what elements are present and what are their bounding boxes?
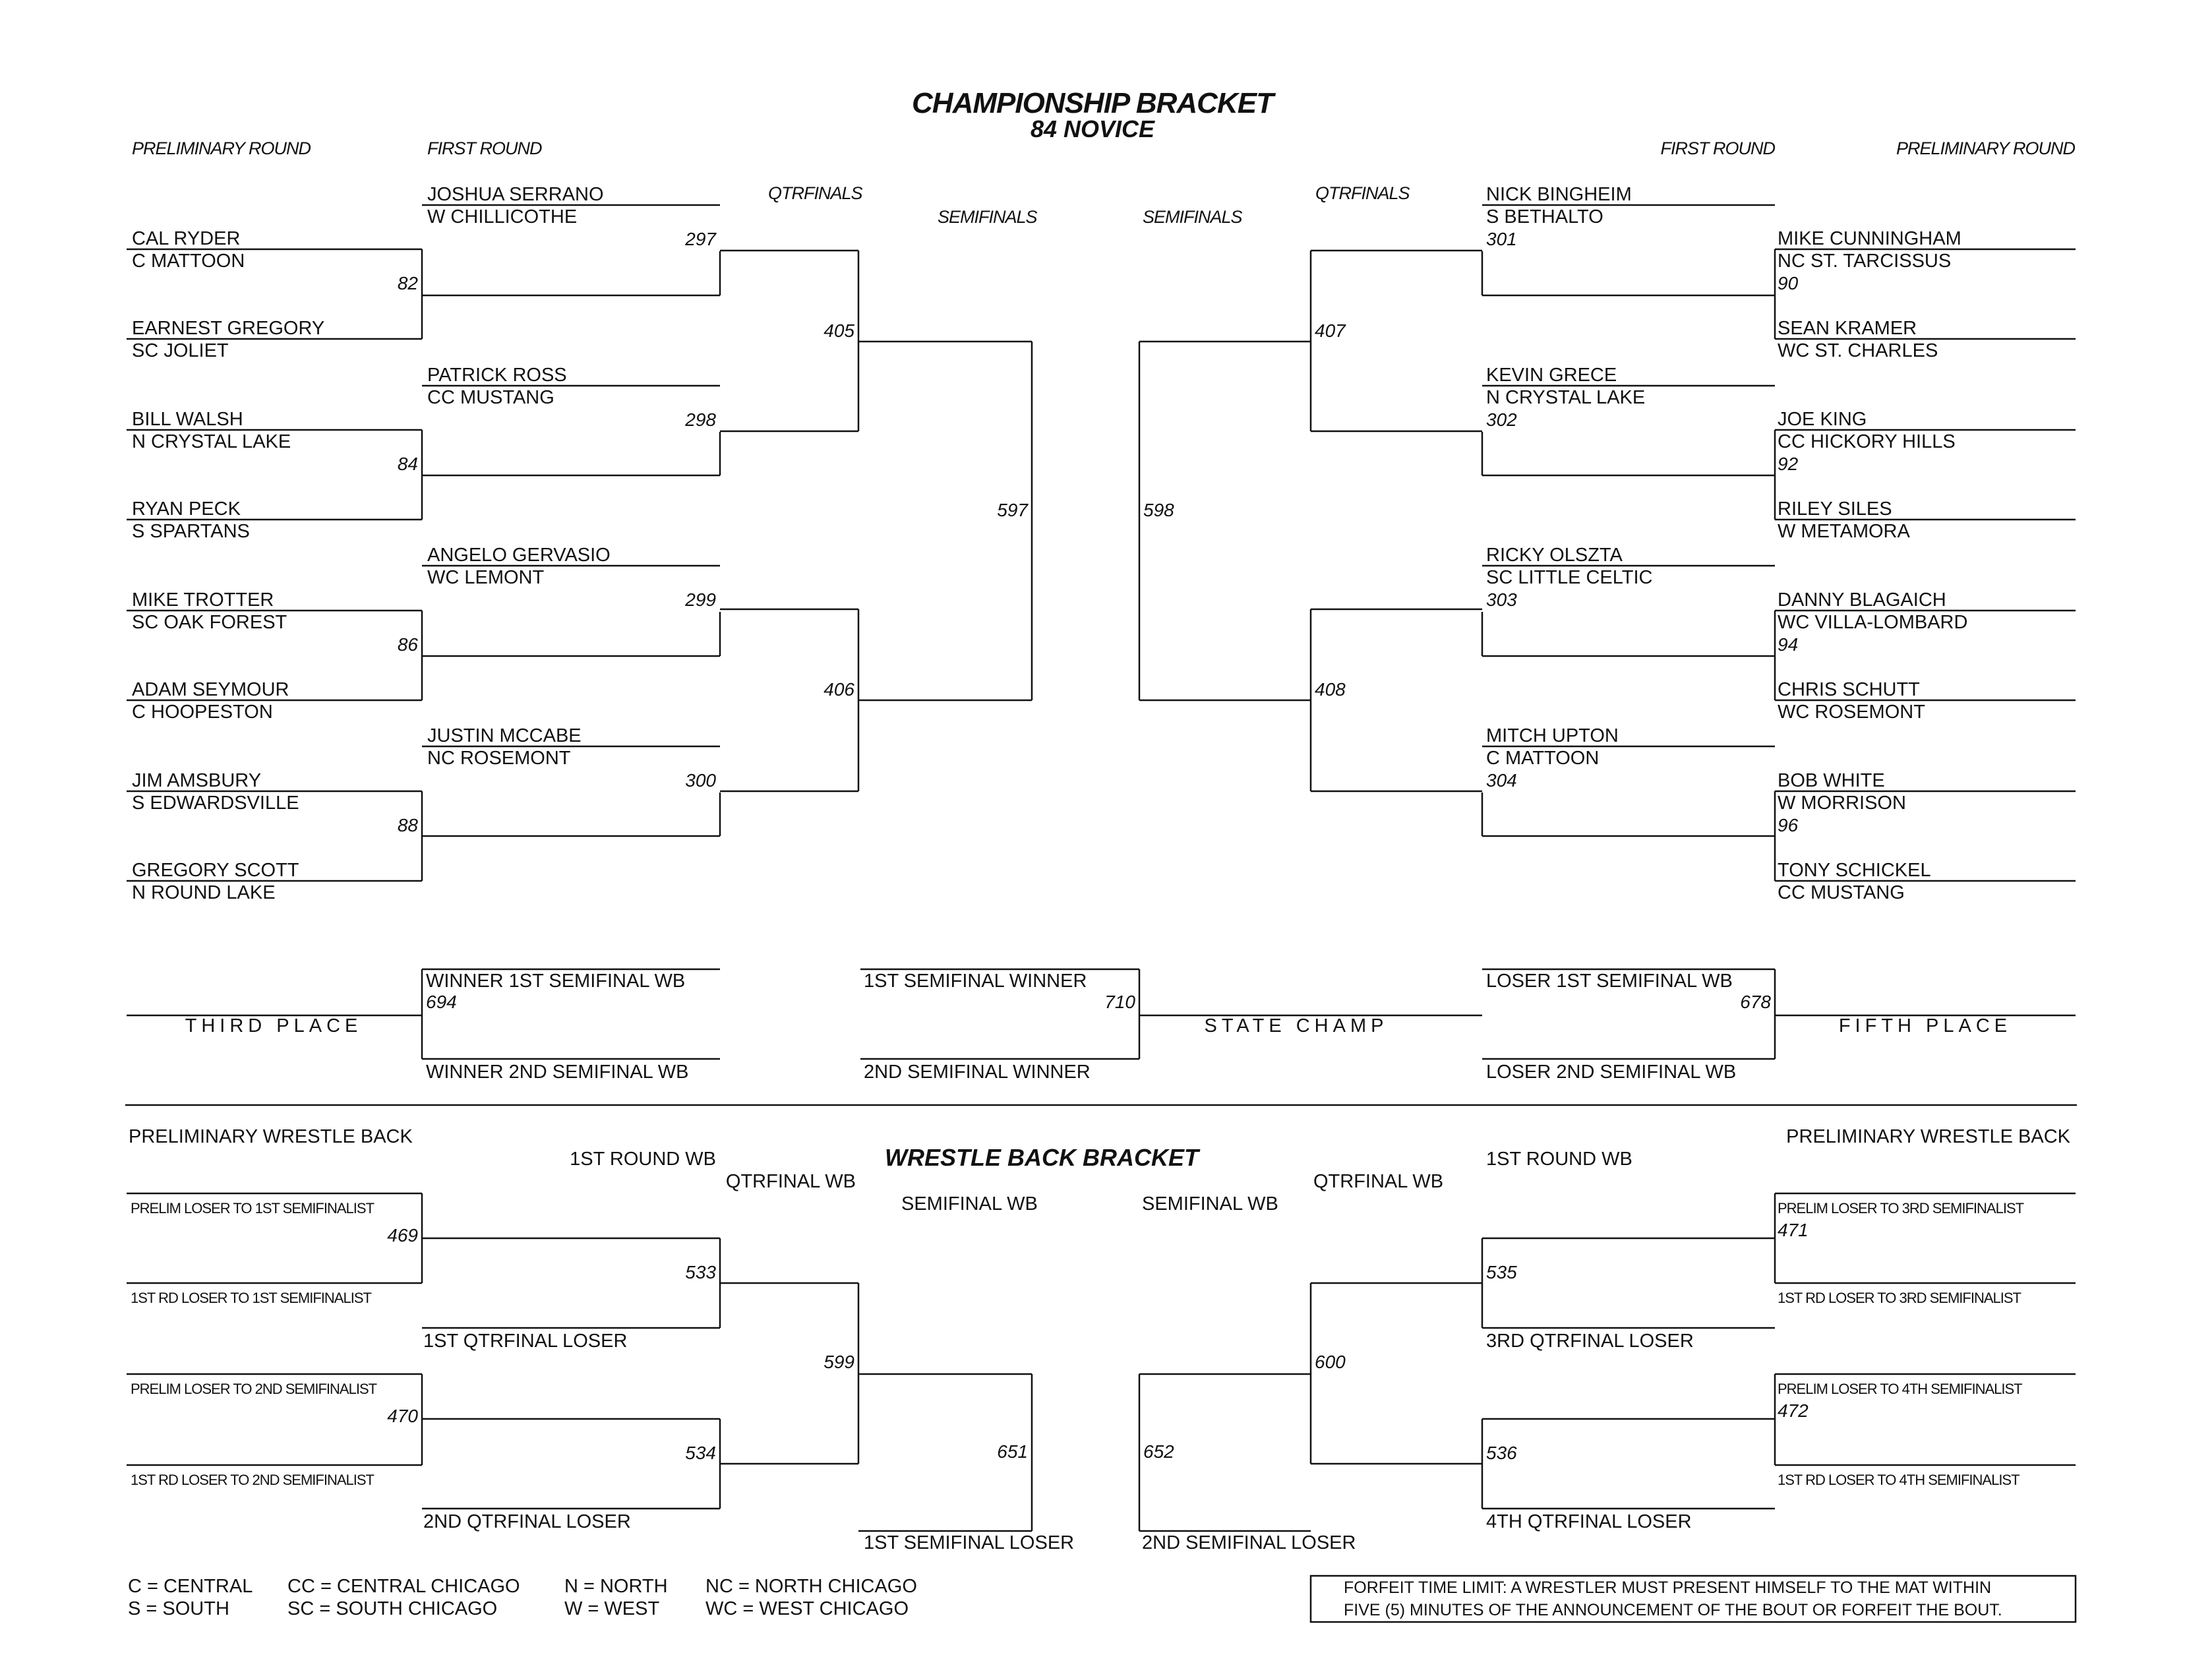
- bout-number: 599: [823, 1352, 854, 1372]
- first-round-wrestler-school-left: NC ROSEMONT: [427, 748, 571, 769]
- bout-number: 469: [387, 1225, 418, 1245]
- wb-prelim-label: 1ST RD LOSER TO 4TH SEMIFINALIST: [1778, 1472, 2020, 1488]
- bout-number: 694: [426, 992, 457, 1012]
- bout-number: 406: [823, 679, 854, 700]
- prelim-wrestler-school-left: N ROUND LAKE: [132, 882, 276, 903]
- wb-prelim-label: PRELIM LOSER TO 2ND SEMIFINALIST: [131, 1381, 377, 1397]
- first-round-wrestler-name-right: NICK BINGHEIM: [1486, 184, 1632, 205]
- legend-item: SC = SOUTH CHICAGO: [287, 1598, 498, 1619]
- bout-number: 470: [387, 1406, 418, 1426]
- first-round-wrestler-school-left: CC MUSTANG: [427, 387, 554, 408]
- prelim-wrestler-name-left: ADAM SEYMOUR: [132, 679, 289, 700]
- prelim-wrestler-school-right: W MORRISON: [1778, 793, 1906, 814]
- prelim-wrestler-name-right: SEAN KRAMER: [1778, 318, 1917, 339]
- final-entry-top: WINNER 1ST SEMIFINAL WB: [426, 971, 686, 992]
- final-entry-bottom: WINNER 2ND SEMIFINAL WB: [426, 1062, 689, 1083]
- state-champ-label: STATE CHAMP: [1204, 1015, 1389, 1036]
- bout-number: 300: [685, 770, 716, 791]
- prelim-wrestler-school-left: S SPARTANS: [132, 521, 250, 542]
- prelim-wrestler-school-right: WC ROSEMONT: [1778, 702, 1925, 723]
- wb-prelim-label: 1ST RD LOSER TO 1ST SEMIFINALIST: [131, 1290, 371, 1306]
- bout-number: 534: [685, 1443, 716, 1463]
- final-entry-top: 1ST SEMIFINAL WINNER: [864, 971, 1087, 992]
- first-round-wrestler-name-right: RICKY OLSZTA: [1486, 545, 1623, 566]
- prelim-wrestler-school-left: C MATTOON: [132, 251, 245, 272]
- header-wb-semi-left: SEMIFINAL WB: [901, 1193, 1038, 1215]
- wb-prelim-label: 1ST RD LOSER TO 2ND SEMIFINALIST: [131, 1472, 374, 1488]
- first-round-wrestler-school-left: W CHILLICOTHE: [427, 206, 578, 227]
- final-entry-top: LOSER 1ST SEMIFINAL WB: [1486, 971, 1733, 992]
- bout-number: 710: [1104, 992, 1135, 1012]
- legend-item: NC = NORTH CHICAGO: [705, 1576, 917, 1597]
- wb-prelim-label: 1ST RD LOSER TO 3RD SEMIFINALIST: [1778, 1290, 2021, 1306]
- bout-number: 408: [1315, 679, 1346, 700]
- legend-item: WC = WEST CHICAGO: [705, 1598, 909, 1619]
- prelim-wrestler-school-right: W METAMORA: [1778, 521, 1910, 542]
- legend-item: C = CENTRAL: [128, 1576, 253, 1597]
- prelim-wrestler-school-right: CC HICKORY HILLS: [1778, 431, 1956, 452]
- prelim-wrestler-school-left: SC JOLIET: [132, 340, 229, 361]
- prelim-wrestler-name-right: RILEY SILES: [1778, 498, 1892, 520]
- prelim-wrestler-school-left: S EDWARDSVILLE: [132, 793, 299, 814]
- header-qtr-left: QTRFINALS: [768, 183, 862, 203]
- final-entry-bottom: LOSER 2ND SEMIFINAL WB: [1486, 1062, 1737, 1083]
- bout-number: 84: [397, 454, 418, 474]
- header-wb-first-right: 1ST ROUND WB: [1486, 1149, 1632, 1170]
- bout-number: 297: [685, 229, 716, 249]
- fifth-place-label: FIFTH PLACE: [1838, 1015, 2012, 1036]
- first-round-wrestler-name-left: JOSHUA SERRANO: [427, 184, 604, 205]
- third-place-label: THIRD PLACE: [185, 1015, 363, 1036]
- bout-number: 651: [997, 1441, 1028, 1462]
- bout-number: 96: [1778, 815, 1799, 835]
- header-wb-semi-right: SEMIFINAL WB: [1142, 1193, 1278, 1215]
- header-wb-prelim-right: PRELIMINARY WRESTLE BACK: [1786, 1126, 2070, 1147]
- prelim-wrestler-name-left: GREGORY SCOTT: [132, 860, 299, 881]
- header-prelim-right: PRELIMINARY ROUND: [1896, 138, 2075, 158]
- bout-number: 471: [1778, 1220, 1809, 1240]
- legend-item: N = NORTH: [564, 1576, 668, 1597]
- bout-number: 82: [397, 273, 418, 293]
- bout-number: 535: [1486, 1262, 1517, 1282]
- header-semi-right: SEMIFINALS: [1143, 207, 1242, 227]
- wb-qtr-loser-label: 3RD QTRFINAL LOSER: [1486, 1331, 1694, 1352]
- header-wb-first-left: 1ST ROUND WB: [570, 1149, 716, 1170]
- prelim-wrestler-name-right: JOE KING: [1778, 409, 1867, 430]
- header-wb-qtr-left: QTRFINAL WB: [725, 1171, 856, 1192]
- prelim-wrestler-school-right: NC ST. TARCISSUS: [1778, 251, 1952, 272]
- wb-semi-loser-label: 1ST SEMIFINAL LOSER: [864, 1532, 1075, 1553]
- header-semi-left: SEMIFINALS: [938, 207, 1037, 227]
- header-qtr-right: QTRFINALS: [1315, 183, 1410, 203]
- wb-qtr-loser-label: 4TH QTRFINAL LOSER: [1486, 1511, 1692, 1532]
- prelim-wrestler-name-right: CHRIS SCHUTT: [1778, 679, 1920, 700]
- bout-number: 303: [1486, 589, 1517, 610]
- wb-qtr-loser-label: 1ST QTRFINAL LOSER: [423, 1331, 628, 1352]
- wb-qtr-loser-label: 2ND QTRFINAL LOSER: [423, 1511, 631, 1532]
- final-entry-bottom: 2ND SEMIFINAL WINNER: [864, 1062, 1091, 1083]
- legend-item: W = WEST: [564, 1598, 660, 1619]
- bout-number: 678: [1740, 992, 1771, 1012]
- bout-number: 597: [997, 500, 1028, 520]
- first-round-wrestler-school-left: WC LEMONT: [427, 567, 545, 588]
- bout-number: 90: [1778, 273, 1799, 293]
- prelim-wrestler-school-left: N CRYSTAL LAKE: [132, 431, 291, 452]
- bout-number: 298: [685, 409, 716, 430]
- bout-number: 299: [685, 589, 716, 610]
- prelim-wrestler-name-right: BOB WHITE: [1778, 770, 1885, 791]
- bout-number: 407: [1315, 320, 1346, 341]
- wb-prelim-label: PRELIM LOSER TO 1ST SEMIFINALIST: [131, 1200, 374, 1216]
- first-round-wrestler-name-right: KEVIN GRECE: [1486, 365, 1617, 386]
- forfeit-text: FORFEIT TIME LIMIT: A WRESTLER MUST PRESENT HIMSELF TO THE MAT WITHIN: [1344, 1578, 1992, 1597]
- first-round-wrestler-name-left: PATRICK ROSS: [427, 365, 567, 386]
- prelim-wrestler-name-left: CAL RYDER: [132, 228, 241, 249]
- bout-number: 472: [1778, 1400, 1809, 1421]
- bout-number: 536: [1486, 1443, 1517, 1463]
- bout-number: 304: [1486, 770, 1517, 791]
- bout-number: 405: [823, 320, 854, 341]
- wrestle-back-title: WRESTLE BACK BRACKET: [885, 1144, 1199, 1171]
- header-prelim-left: PRELIMINARY ROUND: [132, 138, 311, 158]
- header-first-right: FIRST ROUND: [1660, 138, 1775, 158]
- first-round-wrestler-school-right: S BETHALTO: [1486, 206, 1603, 227]
- prelim-wrestler-name-right: MIKE CUNNINGHAM: [1778, 228, 1961, 249]
- first-round-wrestler-name-left: ANGELO GERVASIO: [427, 545, 611, 566]
- prelim-wrestler-school-left: SC OAK FOREST: [132, 612, 287, 633]
- wb-semi-loser-label: 2ND SEMIFINAL LOSER: [1142, 1532, 1356, 1553]
- prelim-wrestler-name-left: JIM AMSBURY: [132, 770, 262, 791]
- first-round-wrestler-name-right: MITCH UPTON: [1486, 725, 1619, 746]
- first-round-wrestler-school-right: C MATTOON: [1486, 748, 1600, 769]
- prelim-wrestler-name-left: BILL WALSH: [132, 409, 243, 430]
- prelim-wrestler-name-left: RYAN PECK: [132, 498, 241, 520]
- prelim-wrestler-school-right: WC VILLA-LOMBARD: [1778, 612, 1968, 633]
- bout-number: 94: [1778, 634, 1799, 655]
- prelim-wrestler-school-left: C HOOPESTON: [132, 702, 273, 723]
- bout-number: 598: [1143, 500, 1174, 520]
- first-round-wrestler-school-right: N CRYSTAL LAKE: [1486, 387, 1646, 408]
- bout-number: 652: [1143, 1441, 1174, 1462]
- page-subtitle: 84 NOVICE: [1030, 115, 1155, 142]
- bout-number: 88: [397, 815, 418, 835]
- prelim-wrestler-name-right: DANNY BLAGAICH: [1778, 589, 1946, 611]
- header-first-left: FIRST ROUND: [427, 138, 542, 158]
- prelim-wrestler-name-left: MIKE TROTTER: [132, 589, 274, 611]
- legend-item: S = SOUTH: [128, 1598, 229, 1619]
- wb-prelim-label: PRELIM LOSER TO 3RD SEMIFINALIST: [1778, 1200, 2024, 1216]
- page-title: CHAMPIONSHIP BRACKET: [912, 87, 1273, 119]
- bout-number: 533: [685, 1262, 716, 1282]
- first-round-wrestler-school-right: SC LITTLE CELTIC: [1486, 567, 1653, 588]
- prelim-wrestler-school-right: WC ST. CHARLES: [1778, 340, 1938, 361]
- forfeit-text: FIVE (5) MINUTES OF THE ANNOUNCEMENT OF THE BOUT OR FORFEIT THE BOUT.: [1344, 1601, 2002, 1619]
- bout-number: 92: [1778, 454, 1799, 474]
- header-wb-prelim-left: PRELIMINARY WRESTLE BACK: [129, 1126, 413, 1147]
- wb-prelim-label: PRELIM LOSER TO 4TH SEMIFINALIST: [1778, 1381, 2022, 1397]
- prelim-wrestler-name-right: TONY SCHICKEL: [1778, 860, 1931, 881]
- prelim-wrestler-school-right: CC MUSTANG: [1778, 882, 1905, 903]
- bout-number: 301: [1486, 229, 1517, 249]
- first-round-wrestler-name-left: JUSTIN MCCABE: [427, 725, 582, 746]
- legend-item: CC = CENTRAL CHICAGO: [287, 1576, 520, 1597]
- bout-number: 86: [397, 634, 418, 655]
- header-wb-qtr-right: QTRFINAL WB: [1313, 1171, 1444, 1192]
- prelim-wrestler-name-left: EARNEST GREGORY: [132, 318, 325, 339]
- bout-number: 302: [1486, 409, 1517, 430]
- bout-number: 600: [1315, 1352, 1346, 1372]
